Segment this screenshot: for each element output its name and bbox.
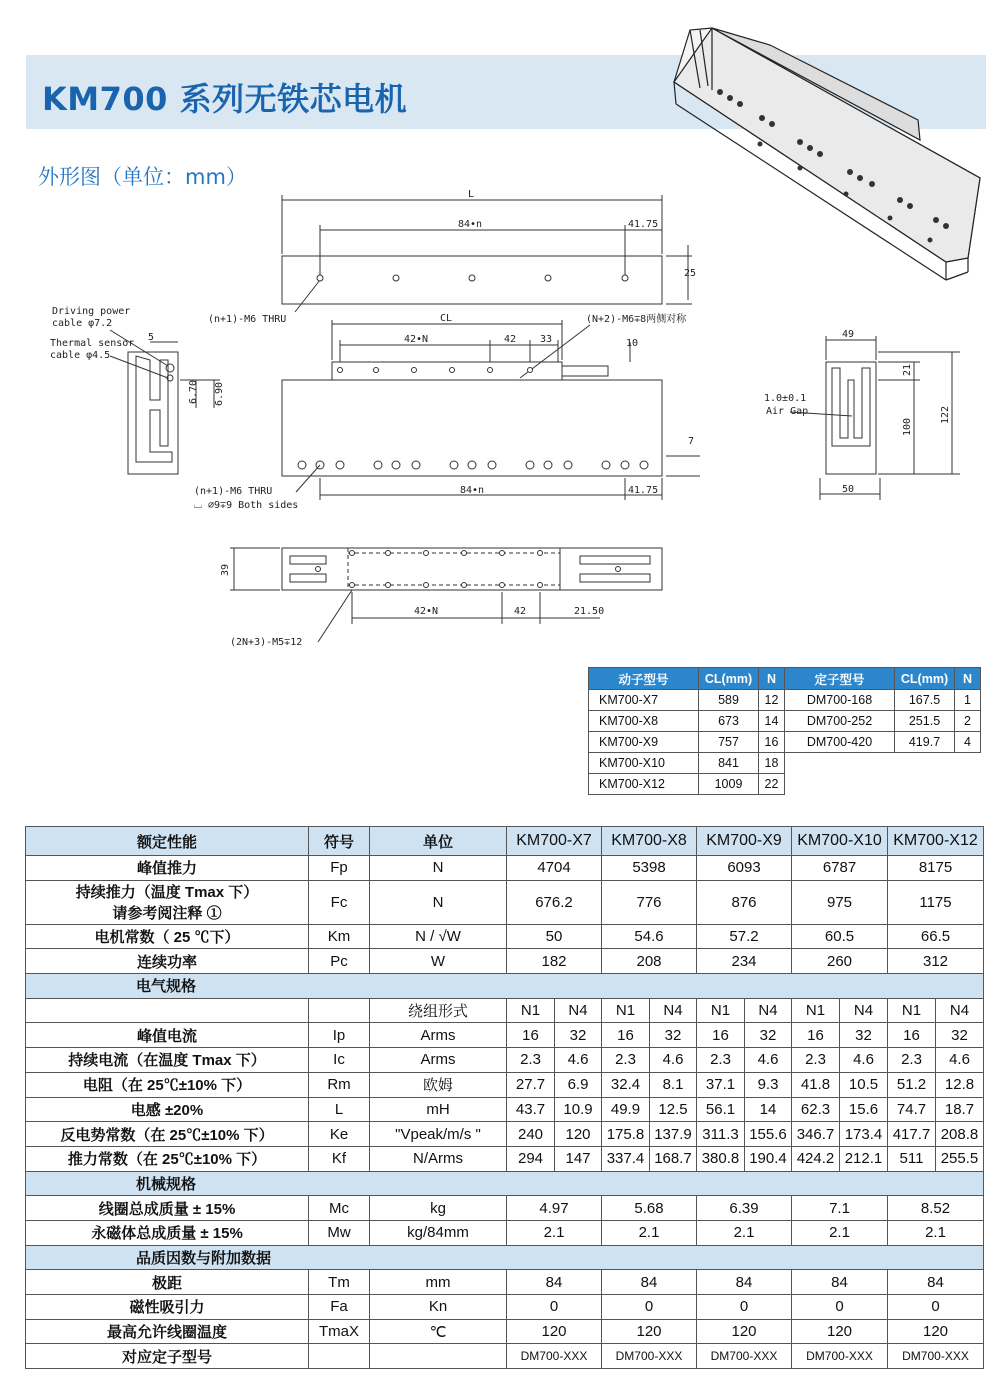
spec-symbol (309, 1344, 370, 1369)
spec-symbol: Fp (309, 856, 370, 881)
spec-value: 84 (792, 1270, 888, 1295)
table-row (26, 1122, 984, 1147)
table-row (26, 1072, 984, 1097)
table-row (26, 949, 984, 974)
spec-value: 168.7 (650, 1146, 697, 1171)
spec-value: 51.2 (888, 1072, 936, 1097)
table-row: KM700-X7 589 12 DM700-168 167.5 1 (589, 690, 981, 711)
table-row (26, 827, 984, 856)
spec-unit: W (370, 949, 507, 974)
cl-table (588, 667, 981, 795)
spec-name: 电阻（在 25℃±10% 下） (26, 1072, 309, 1097)
spec-value: 190.4 (745, 1146, 792, 1171)
spec-value: 147 (555, 1146, 602, 1171)
spec-value: 175.8 (602, 1122, 650, 1147)
spec-value: 120 (697, 1319, 792, 1344)
spec-value: 5398 (602, 856, 697, 881)
dim-100: 100 (902, 417, 913, 436)
cable1-label-a: Driving power (52, 306, 131, 317)
front-hole-note-2: ⌴ ∅9∓9 Both sides (194, 500, 299, 511)
table-row (26, 856, 984, 881)
dim-21: 21 (902, 363, 913, 376)
spec-name-line: 请参考阅注释 ① (112, 905, 222, 923)
spec-value: 311.3 (697, 1122, 745, 1147)
spec-name (26, 1196, 309, 1221)
stator-view (826, 362, 876, 474)
spec-value: 84 (507, 1270, 602, 1295)
spec-value: 0 (888, 1295, 984, 1320)
front-hole-note-1: (n+1)-M6 THRU (194, 486, 273, 497)
spec-value: 49.9 (602, 1097, 650, 1122)
table-row (26, 1097, 984, 1122)
spec-value: 4704 (507, 856, 602, 881)
spec-value: 4.6 (555, 1048, 602, 1073)
spec-value: 4.97 (507, 1196, 602, 1221)
cable2-label-b: cable φ4.5 (50, 350, 111, 361)
spec-name: 电感 ±20% (26, 1097, 309, 1122)
table-row (26, 998, 984, 1023)
spec-value: 208.8 (936, 1122, 984, 1147)
spec-value: 10.5 (840, 1072, 888, 1097)
spec-value: 32.4 (602, 1072, 650, 1097)
spec-name: 反电势常数（在 25℃±10% 下） (26, 1122, 309, 1147)
winding-value: N4 (840, 998, 888, 1023)
spec-value: 16 (697, 1023, 745, 1048)
spec-value: 2.3 (888, 1048, 936, 1073)
spec-symbol: Rm (309, 1072, 370, 1097)
spec-name: 持续电流（在温度 Tmax 下） (26, 1048, 309, 1073)
spec-value: 43.7 (507, 1097, 555, 1122)
spec-value: 2.3 (507, 1048, 555, 1073)
spec-name (26, 1270, 309, 1295)
spec-name-line: 最高允许线圈温度 (106, 1324, 227, 1342)
table-row (26, 1295, 984, 1320)
spec-symbol: L (309, 1097, 370, 1122)
spec-value: 120 (792, 1319, 888, 1344)
spec-value: 294 (507, 1146, 555, 1171)
spec-value: 66.5 (888, 924, 984, 949)
spec-symbol: Pc (309, 949, 370, 974)
spec-name-line: 峰值推力 (136, 860, 197, 878)
spec-value: 417.7 (888, 1122, 936, 1147)
cable1-label-b: cable φ7.2 (52, 318, 113, 329)
table-row (26, 1146, 984, 1171)
spec-value: 4.6 (936, 1048, 984, 1073)
spec-value: 2.1 (697, 1220, 792, 1245)
spec-value: 62.3 (792, 1097, 840, 1122)
spec-value: 2.1 (602, 1220, 697, 1245)
dim-end-bottom: 41.75 (628, 485, 659, 496)
spec-value: 511 (888, 1146, 936, 1171)
spec-name (26, 949, 309, 974)
spec-symbol: Mc (309, 1196, 370, 1221)
spec-name-line: 永磁体总成质量 ± 15% (91, 1225, 243, 1243)
spec-unit: Arms (370, 1023, 507, 1048)
spec-value: 424.2 (792, 1146, 840, 1171)
spec-value: 27.7 (507, 1072, 555, 1097)
spec-name: 推力常数（在 25℃±10% 下） (26, 1146, 309, 1171)
air-gap-value: 1.0±0.1 (764, 393, 807, 404)
dim-33: 33 (540, 334, 553, 345)
spec-value: 173.4 (840, 1122, 888, 1147)
spec-unit: N (370, 880, 507, 924)
cl-th-n2: N (955, 668, 981, 690)
dim-pitch-bottom-view: 42•N (414, 606, 439, 617)
table-row (26, 1196, 984, 1221)
spec-value: 2.1 (888, 1220, 984, 1245)
spec-value: 2.3 (602, 1048, 650, 1073)
spec-name (26, 880, 309, 924)
spec-value: 15.6 (840, 1097, 888, 1122)
spec-value: 337.4 (602, 1146, 650, 1171)
spec-value: 6787 (792, 856, 888, 881)
spec-value: 7.1 (792, 1196, 888, 1221)
dim-10: 10 (626, 338, 639, 349)
spec-symbol: Tm (309, 1270, 370, 1295)
header-perf: 额定性能 (26, 827, 309, 856)
header-symbol: 符号 (309, 827, 370, 856)
header-model: KM700-X7 (507, 827, 602, 856)
winding-value: N1 (792, 998, 840, 1023)
spec-value: DM700-XXX (507, 1344, 602, 1369)
dim-690: 6.90 (214, 381, 225, 406)
spec-value: 776 (602, 880, 697, 924)
spec-value: 56.1 (697, 1097, 745, 1122)
spec-value: DM700-XXX (602, 1344, 697, 1369)
spec-unit: Arms (370, 1048, 507, 1073)
spec-value: 84 (602, 1270, 697, 1295)
winding-value: N1 (697, 998, 745, 1023)
table-row (26, 1023, 984, 1048)
spec-value: 32 (936, 1023, 984, 1048)
table-row: KM700-X10 841 18 (589, 753, 981, 774)
spec-symbol: Km (309, 924, 370, 949)
spec-value: 74.7 (888, 1097, 936, 1122)
table-row (26, 1171, 984, 1196)
winding-value: N4 (745, 998, 792, 1023)
spec-value: 380.8 (697, 1146, 745, 1171)
dim-5: 5 (148, 332, 155, 343)
spec-value: 2.1 (507, 1220, 602, 1245)
spec-value: 4.6 (650, 1048, 697, 1073)
spec-value: 212.1 (840, 1146, 888, 1171)
spec-name-line: 线圈总成质量 ± 15% (98, 1200, 236, 1218)
dim-670: 6.70 (188, 379, 199, 404)
cl-th-cl2: CL(mm) (895, 668, 955, 690)
spec-unit: N / √W (370, 924, 507, 949)
spec-unit: N (370, 856, 507, 881)
spec-unit: N/Arms (370, 1146, 507, 1171)
front-hole-note-top: (N+2)-M6∓8两侧对称 (586, 314, 687, 325)
cl-th-stator: 定子型号 (785, 668, 895, 690)
spec-symbol: Fc (309, 880, 370, 924)
spec-value: 876 (697, 880, 792, 924)
cable2-label-a: Thermal sensor (50, 338, 135, 349)
table-row (26, 1319, 984, 1344)
winding-value: N4 (936, 998, 984, 1023)
header-model: KM700-X9 (697, 827, 792, 856)
spec-value: 120 (507, 1319, 602, 1344)
spec-value: 54.6 (602, 924, 697, 949)
spec-value: 312 (888, 949, 984, 974)
spec-value: 37.1 (697, 1072, 745, 1097)
spec-value: 16 (792, 1023, 840, 1048)
table-row: KM700-X9 757 16 DM700-420 419.7 4 (589, 732, 981, 753)
table-row (26, 1220, 984, 1245)
spec-value: DM700-XXX (888, 1344, 984, 1369)
top-hole-note: (n+1)-M6 THRU (208, 314, 287, 325)
cl-th-mover: 动子型号 (589, 668, 699, 690)
dim-50: 50 (842, 484, 855, 495)
spec-unit: Kn (370, 1295, 507, 1320)
drawing-subtitle: 外形图（单位：mm） (38, 165, 247, 189)
spec-value: 120 (555, 1122, 602, 1147)
spec-value: 32 (840, 1023, 888, 1048)
spec-value: 208 (602, 949, 697, 974)
spec-value: 234 (697, 949, 792, 974)
spec-value: DM700-XXX (792, 1344, 888, 1369)
spec-value: 32 (650, 1023, 697, 1048)
dim-122: 122 (940, 405, 951, 424)
dim-gap-front: 42 (504, 334, 517, 345)
table-row (26, 924, 984, 949)
spec-value: 240 (507, 1122, 555, 1147)
dim-l: L (468, 189, 475, 200)
dim-49: 49 (842, 329, 855, 340)
section-title: 机械规格 (26, 1171, 984, 1196)
dim-gap-bottom-view: 42 (514, 606, 527, 617)
spec-name (26, 856, 309, 881)
technical-drawing (0, 0, 1000, 660)
spec-name (26, 924, 309, 949)
spec-value: 120 (888, 1319, 984, 1344)
spec-unit (370, 1344, 507, 1369)
spec-value: 137.9 (650, 1122, 697, 1147)
spec-value: 50 (507, 924, 602, 949)
dim-cl: CL (440, 313, 453, 324)
section-title: 品质因数与附加数据 (26, 1245, 984, 1270)
spec-name-line: 连续功率 (136, 953, 197, 971)
spec-value: 0 (602, 1295, 697, 1320)
spec-unit: kg/84mm (370, 1220, 507, 1245)
spec-value: 12.8 (936, 1072, 984, 1097)
spec-value: 4.6 (745, 1048, 792, 1073)
header-model: KM700-X10 (792, 827, 888, 856)
spec-value: 9.3 (745, 1072, 792, 1097)
dim-7: 7 (688, 436, 695, 447)
spec-name-line: 极距 (151, 1274, 182, 1292)
spec-table (25, 826, 984, 1369)
spec-value: 6.39 (697, 1196, 792, 1221)
spec-value: 1175 (888, 880, 984, 924)
spec-value: 2.3 (697, 1048, 745, 1073)
spec-unit: mH (370, 1097, 507, 1122)
table-row (26, 1344, 984, 1369)
bottom-hole-note: (2N+3)-M5∓12 (230, 637, 303, 648)
spec-value: 57.2 (697, 924, 792, 949)
spec-value: 0 (792, 1295, 888, 1320)
spec-value: 84 (697, 1270, 792, 1295)
spec-value: 0 (697, 1295, 792, 1320)
spec-symbol: TmaX (309, 1319, 370, 1344)
spec-value: 255.5 (936, 1146, 984, 1171)
spec-name (26, 1344, 309, 1369)
spec-value: 676.2 (507, 880, 602, 924)
spec-name (26, 1220, 309, 1245)
spec-unit: 欧姆 (370, 1072, 507, 1097)
dim-pitch-bottom: 84•n (460, 485, 485, 496)
spec-value: 346.7 (792, 1122, 840, 1147)
spec-value: 41.8 (792, 1072, 840, 1097)
spec-name-line: 持续推力（温度 Tmax 下） (75, 884, 259, 902)
spec-name (26, 1295, 309, 1320)
spec-symbol (309, 998, 370, 1023)
spec-value: 8.1 (650, 1072, 697, 1097)
spec-unit: mm (370, 1270, 507, 1295)
spec-value: 6.9 (555, 1072, 602, 1097)
dim-height-top: 25 (684, 268, 697, 279)
spec-value: 18.7 (936, 1097, 984, 1122)
table-row (26, 974, 984, 999)
spec-symbol: Fa (309, 1295, 370, 1320)
spec-unit: "Vpeak/m/s " (370, 1122, 507, 1147)
cl-th-n: N (759, 668, 785, 690)
spec-unit: ℃ (370, 1319, 507, 1344)
winding-value: N4 (555, 998, 602, 1023)
spec-value: 0 (507, 1295, 602, 1320)
spec-value: 32 (555, 1023, 602, 1048)
spec-symbol: Mw (309, 1220, 370, 1245)
spec-symbol: Kf (309, 1146, 370, 1171)
spec-value: 5.68 (602, 1196, 697, 1221)
table-row: KM700-X8 673 14 DM700-252 251.5 2 (589, 711, 981, 732)
cl-th-cl: CL(mm) (699, 668, 759, 690)
spec-value: 10.9 (555, 1097, 602, 1122)
winding-value: N1 (888, 998, 936, 1023)
spec-name (26, 1319, 309, 1344)
spec-value: 16 (507, 1023, 555, 1048)
table-row (26, 1270, 984, 1295)
spec-value: 155.6 (745, 1122, 792, 1147)
spec-value: 2.1 (792, 1220, 888, 1245)
table-row: KM700-X12 1009 22 (589, 774, 981, 795)
table-row (26, 1048, 984, 1073)
spec-name-line: 磁性吸引力 (129, 1299, 205, 1317)
air-gap-label: Air Gap (766, 406, 809, 417)
spec-value: 260 (792, 949, 888, 974)
spec-value: 8.52 (888, 1196, 984, 1221)
header-model: KM700-X12 (888, 827, 984, 856)
winding-label: 绕组形式 (370, 998, 507, 1023)
winding-value: N4 (650, 998, 697, 1023)
dim-39: 39 (220, 563, 231, 576)
spec-name-line: 对应定子型号 (121, 1348, 212, 1366)
section-title: 电气规格 (26, 974, 984, 999)
spec-value: 32 (745, 1023, 792, 1048)
spec-name-line: 电机常数（ 25 ℃下） (94, 929, 240, 947)
dim-2150: 21.50 (574, 606, 605, 617)
page-title: KM700 系列无铁芯电机 (42, 80, 408, 118)
spec-value: 6093 (697, 856, 792, 881)
winding-value: N1 (507, 998, 555, 1023)
spec-value: 16 (888, 1023, 936, 1048)
table-row (26, 880, 984, 924)
bottom-view (282, 548, 662, 590)
dim-pitch-front: 42•N (404, 334, 429, 345)
spec-value: 8175 (888, 856, 984, 881)
table-row (26, 1245, 984, 1270)
spec-value: DM700-XXX (697, 1344, 792, 1369)
header-model: KM700-X8 (602, 827, 697, 856)
spec-value: 84 (888, 1270, 984, 1295)
spec-value: 12.5 (650, 1097, 697, 1122)
spec-name: 峰值电流 (26, 1023, 309, 1048)
spec-value: 16 (602, 1023, 650, 1048)
product-image (674, 28, 980, 280)
spec-value: 4.6 (840, 1048, 888, 1073)
spec-symbol: Ic (309, 1048, 370, 1073)
dim-end-top: 41.75 (628, 219, 659, 230)
winding-value: N1 (602, 998, 650, 1023)
spec-value: 60.5 (792, 924, 888, 949)
spec-value: 120 (602, 1319, 697, 1344)
spec-value: 14 (745, 1097, 792, 1122)
spec-name (26, 998, 309, 1023)
spec-unit: kg (370, 1196, 507, 1221)
spec-symbol: Ke (309, 1122, 370, 1147)
header-unit: 单位 (370, 827, 507, 856)
spec-value: 182 (507, 949, 602, 974)
spec-value: 975 (792, 880, 888, 924)
dim-pitch-top: 84•n (458, 219, 483, 230)
spec-symbol: Ip (309, 1023, 370, 1048)
spec-value: 2.3 (792, 1048, 840, 1073)
